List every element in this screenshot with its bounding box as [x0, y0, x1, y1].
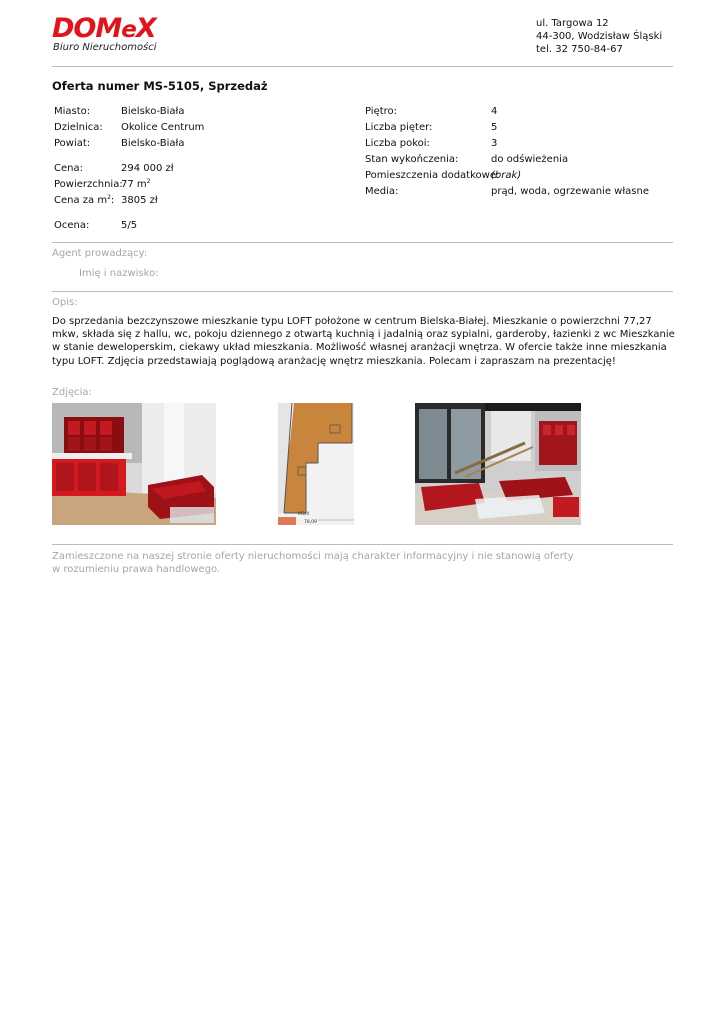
- detail-value: 3: [491, 138, 498, 149]
- detail-label: Ocena:: [54, 220, 90, 231]
- description-section-label: Opis:: [52, 297, 78, 308]
- photo-living-room[interactable]: [415, 403, 581, 525]
- address-city: 44-300, Wodzisław Śląski: [536, 31, 663, 42]
- legal-disclaimer: [52, 550, 574, 576]
- detail-value: Okolice Centrum: [121, 122, 205, 133]
- address-street: ul. Targowa 12: [536, 18, 609, 29]
- detail-label: Stan wykończenia:: [365, 154, 459, 165]
- section-divider: [52, 242, 673, 243]
- detail-value: (brak): [491, 170, 522, 181]
- detail-label: Liczba pokoi:: [365, 138, 430, 149]
- detail-label: Miasto:: [54, 106, 91, 117]
- logo-subtitle: Biuro Nieruchomości: [53, 42, 157, 53]
- company-address: [536, 17, 662, 56]
- detail-value: 294 000 zł: [121, 163, 174, 174]
- detail-value: Bielsko-Biała: [121, 106, 185, 117]
- plan-area-label: 78,09: [304, 520, 317, 525]
- company-logo: [52, 14, 172, 56]
- logo-wordmark: DOMeX: [52, 13, 156, 44]
- detail-label: Cena:: [54, 163, 83, 174]
- footer-divider: [52, 544, 673, 545]
- agent-name-label: Imię i nazwisko:: [79, 268, 159, 279]
- detail-value: 77 $m^2$: [121, 178, 151, 190]
- detail-label: Cena za $m^2$:: [54, 194, 115, 206]
- detail-value: 3805 zł: [121, 195, 158, 206]
- photos-section-label: Zdjęcia:: [52, 387, 92, 398]
- detail-label: Media:: [365, 186, 399, 197]
- detail-label: Piętro:: [365, 106, 398, 117]
- description-text: Do sprzedania bezczynszowe mieszkanie typu LOFT położone w centrum Bielska-Białej. Mieszkanie o powierzchni 77,27 mkw, składa się z hallu, wc, pokoju dziennego z otwartą kuchnią i jadalnią oraz sypialni, garderoby, łazienki z wc Mieszkanie w stanie deweloperskim, ciekawy układ mieszkania. Możliwość własnej aranżacji wnętrza. W ofercie także inne mieszkania typu LOFT. Zdjęcia przedstawiają poglądową aranżację wnętrz mieszkania. Polecam i zapraszam na prezentację!: [52, 316, 675, 367]
- photo-kitchen[interactable]: [52, 403, 216, 525]
- detail-label: Pomieszczenia dodatkowe:: [365, 170, 500, 181]
- detail-label: Powiat:: [54, 138, 91, 149]
- detail-value: Bielsko-Biała: [121, 138, 185, 149]
- disclaimer-line: Zamieszczone na naszej stronie oferty nieruchomości mają charakter informacyjny i nie stanowią oferty: [52, 551, 574, 562]
- address-phone: tel. 32 750-84-67: [536, 44, 623, 55]
- detail-label: Powierzchnia:: [54, 179, 123, 190]
- detail-label: Liczba pięter:: [365, 122, 433, 133]
- detail-label: Dzielnica:: [54, 122, 103, 133]
- header-divider: [52, 66, 673, 67]
- section-divider: [52, 291, 673, 292]
- plan-unit-label: M3/4: [298, 512, 310, 517]
- detail-value: 5: [491, 122, 498, 133]
- photo-floor-plan[interactable]: [234, 403, 398, 525]
- detail-value: do odświeżenia: [491, 154, 569, 165]
- detail-value: prąd, woda, ogrzewanie własne: [491, 186, 650, 197]
- agent-section-label: Agent prowadzący:: [52, 248, 148, 259]
- disclaimer-line: w rozumieniu prawa handlowego.: [52, 564, 221, 575]
- detail-value: 4: [491, 106, 498, 117]
- offer-title: Oferta numer MS-5105, Sprzedaż: [52, 79, 268, 93]
- detail-value: 5/5: [121, 220, 138, 231]
